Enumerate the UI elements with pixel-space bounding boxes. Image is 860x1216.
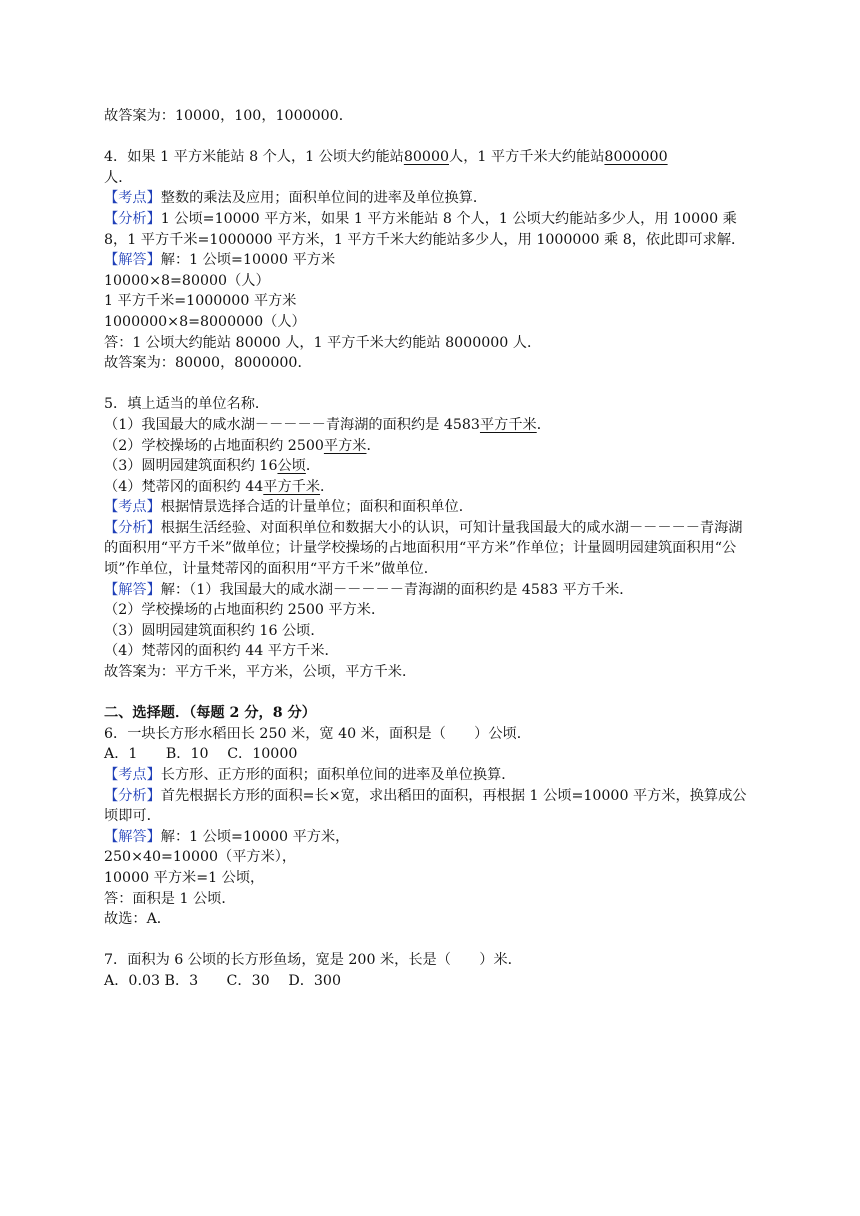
q4-step: 10000×8=80000（人） (104, 272, 270, 289)
kaodian-tag: 【考点】 (104, 190, 161, 207)
q6-step: 答：面积是 1 公顷． (104, 890, 236, 907)
q4-step: 1 平方千米=1000000 平方米 (104, 293, 297, 310)
q4-question-end: 人． (104, 169, 133, 186)
q5-blank: 平方千米 (263, 478, 321, 495)
q5-jieda: 【解答】解：（1）我国最大的咸水湖－－－－－青海湖的面积约是 4583 平方千米． (104, 581, 634, 598)
q4-step: 1000000×8=8000000（人） (104, 313, 306, 330)
q4-question: 4．如果 1 平方米能站 8 个人，1 公顷大约能站80000人，1 平方千米大约能站8000000 (104, 147, 754, 168)
q4-fenxi: 【分析】1 公顷=10000 平方米，如果 1 平方米能站 8 个人，1 公顷大约能站多少人，用 10000 乘 8，1 平方千米=1000000 平方米，1 平方千米大约能站多少人，用 1000000 乘 8，依此即可求解． (104, 210, 746, 248)
q5-item: （4）梵蒂冈的面积约 44平方千米． (104, 477, 754, 498)
q6-kaodian: 【考点】长方形、正方形的面积；面积单位间的进率及单位换算． (104, 767, 516, 783)
q5-blank: 平方米 (323, 437, 367, 454)
q4-kaodian: 【考点】整数的乘法及应用；面积单位间的进率及单位换算． (104, 190, 488, 207)
q6-step: 10000 平方米=1 公顷， (104, 869, 265, 886)
previous-answer-line: 故答案为：10000，100，1000000． (104, 108, 353, 124)
q5-fenxi: 【分析】根据生活经验、对面积单位和数据大小的认识，可知计量我国最大的咸水湖－－－－－青海湖的面积用“平方千米”做单位；计量学校操场的占地面积用“平方米”作单位；计量圆明园建筑面积用“公顷”作单位，计量梵蒂冈的面积用“平方千米”做单位． (104, 519, 743, 578)
section-title: 二、选择题．（每题 2 分，8 分） (104, 705, 316, 722)
q4-step: 故答案为：80000，8000000． (104, 355, 312, 372)
q5-step: 故答案为：平方千米，平方米，公顷，平方千米． (104, 664, 417, 681)
q6-jieda: 【解答】解：1 公顷=10000 平方米， (104, 828, 350, 845)
q7-question: 7．面积为 6 公顷的长方形鱼场，宽是 200 米，长是（ ）米． (104, 952, 522, 969)
q6-step: 250×40=10000（平方米）， (104, 849, 297, 866)
jieda-tag: 【解答】 (104, 252, 161, 269)
jieda-tag: 【解答】 (104, 581, 161, 598)
q5-title: 5．填上适当的单位名称． (104, 396, 270, 413)
q5-kaodian: 【考点】根据情景选择合适的计量单位；面积和面积单位． (104, 499, 473, 516)
q6-options: A．1 B．10 C．10000 (104, 746, 298, 763)
q4-jieda: 【解答】解：1 公顷=10000 平方米 (104, 252, 336, 269)
jieda-tag: 【解答】 (104, 828, 161, 845)
q5-blank: 平方千米 (479, 416, 537, 433)
q5-item: （1）我国最大的咸水湖－－－－－青海湖的面积约是 4583平方千米． (104, 415, 754, 436)
kaodian-tag: 【考点】 (104, 767, 161, 783)
q5-item: （2）学校操场的占地面积约 2500平方米． (104, 436, 754, 457)
q5-item: （3）圆明园建筑面积约 16公顷． (104, 456, 754, 477)
q4-blank-2: 8000000 (604, 149, 668, 166)
document-body (104, 106, 754, 992)
q6-question: 6．一块长方形水稻田长 250 米，宽 40 米，面积是（ ）公顷． (104, 725, 531, 742)
fenxi-tag: 【分析】 (104, 787, 161, 804)
q5-step: （3）圆明园建筑面积约 16 公顷． (104, 622, 325, 639)
q5-blank: 公顷 (277, 458, 306, 475)
q4-step: 答：1 公顷大约能站 80000 人，1 平方千米大约能站 8000000 人． (104, 334, 542, 351)
q5-step: （4）梵蒂冈的面积约 44 平方千米． (104, 643, 339, 660)
q7-options: A．0.03 B．3 C．30 D．300 (104, 972, 341, 989)
q4-blank-1: 80000 (403, 149, 449, 166)
q5-step: （2）学校操场的占地面积约 2500 平方米． (104, 602, 386, 619)
fenxi-tag: 【分析】 (104, 519, 161, 536)
kaodian-tag: 【考点】 (104, 499, 161, 516)
q6-step: 故选：A． (104, 911, 171, 928)
q6-fenxi: 【分析】首先根据长方形的面积=长×宽，求出稻田的面积，再根据 1 公顷=10000 平方米，换算成公顷即可． (104, 787, 747, 825)
fenxi-tag: 【分析】 (104, 210, 161, 227)
